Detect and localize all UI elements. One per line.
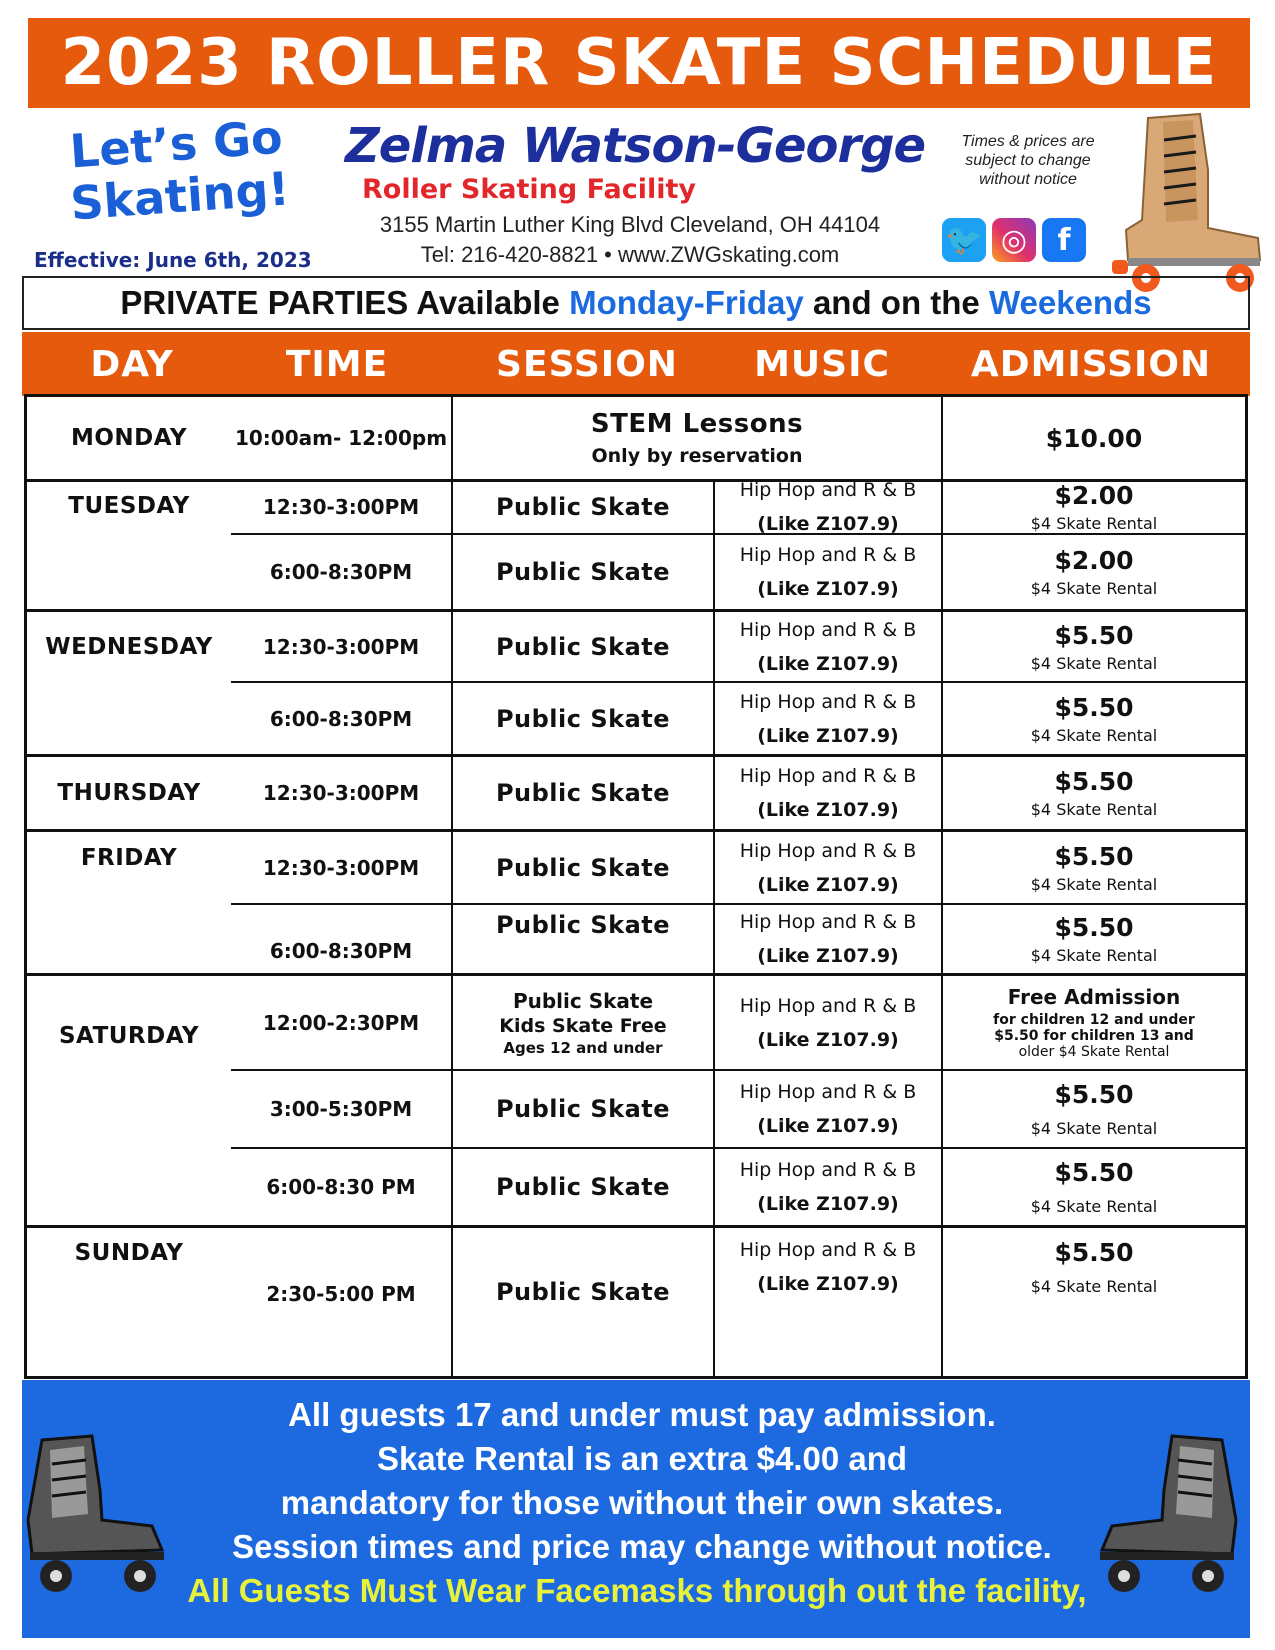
facility-subtitle: Roller Skating Facility bbox=[362, 174, 696, 205]
change-notice: Times & prices are subject to change without notice bbox=[961, 133, 1095, 188]
music-station: (Like Z107.9) bbox=[757, 652, 899, 675]
rental-note: $4 Skate Rental bbox=[1030, 579, 1158, 598]
music-station: (Like Z107.9) bbox=[757, 724, 899, 747]
music-station: (Like Z107.9) bbox=[757, 873, 899, 896]
column-header-admission: ADMISSION bbox=[970, 343, 1212, 385]
day-tuesday: TUESDAY bbox=[68, 493, 190, 519]
time-tuesday-2: 6:00-8:30PM bbox=[269, 560, 413, 584]
rental-note: $4 Skate Rental bbox=[1030, 1119, 1158, 1138]
day-wednesday: WEDNESDAY bbox=[45, 634, 213, 660]
table-header bbox=[22, 332, 1250, 396]
older-rental-note: older $4 Skate Rental bbox=[1018, 1044, 1170, 1060]
session-note: Only by reservation bbox=[591, 445, 803, 467]
music-friday-2 bbox=[715, 905, 941, 973]
roller-skate-right-icon bbox=[1092, 1430, 1242, 1600]
music-station: (Like Z107.9) bbox=[757, 1273, 899, 1295]
older-price-note: $5.50 for children 13 and bbox=[994, 1028, 1194, 1044]
rental-note: $4 Skate Rental bbox=[1030, 1197, 1158, 1216]
music-genre: Hip Hop and R & B bbox=[739, 618, 917, 641]
day-monday: MONDAY bbox=[70, 425, 188, 451]
time-wednesday-1: 12:30-3:00PM bbox=[262, 634, 420, 659]
footer-line-rental: Skate Rental is an extra $4.00 and bbox=[376, 1440, 908, 1477]
price: $5.50 bbox=[1054, 692, 1134, 722]
effective-date: Effective: June 6th, 2023 bbox=[34, 248, 312, 272]
music-station: (Like Z107.9) bbox=[757, 1193, 899, 1215]
session-saturday-3: Public Skate bbox=[495, 1173, 671, 1201]
footer-line-mandatory: mandatory for those without their own skates. bbox=[280, 1484, 1004, 1521]
admission-thursday-1 bbox=[943, 757, 1245, 829]
music-genre: Hip Hop and R & B bbox=[739, 479, 917, 501]
music-wednesday-2 bbox=[715, 683, 941, 754]
music-saturday-2 bbox=[715, 1071, 941, 1147]
music-genre: Hip Hop and R & B bbox=[739, 690, 917, 713]
admission-saturday-1 bbox=[943, 976, 1245, 1069]
music-station: (Like Z107.9) bbox=[757, 945, 899, 967]
time-friday-2: 6:00-8:30PM bbox=[269, 939, 413, 963]
session-tuesday-1: Public Skate bbox=[495, 493, 671, 521]
facility-name: Zelma Watson-George bbox=[345, 118, 926, 174]
session-thursday-1: Public Skate bbox=[495, 779, 671, 807]
free-admission: Free Admission bbox=[1007, 985, 1181, 1009]
music-genre: Hip Hop and R & B bbox=[739, 1239, 917, 1261]
session-wednesday-2: Public Skate bbox=[495, 704, 671, 733]
admission-sunday-1 bbox=[943, 1228, 1245, 1306]
time-wednesday-2: 6:00-8:30PM bbox=[269, 706, 413, 731]
music-saturday-1 bbox=[715, 976, 941, 1069]
admission-tuesday-1 bbox=[943, 481, 1245, 533]
footer-line-admission: All guests 17 and under must pay admission. bbox=[288, 1396, 996, 1433]
price: $5.50 bbox=[1054, 841, 1134, 871]
parties-middle: and on the bbox=[812, 284, 980, 321]
parties-highlight-weekends: Weekends bbox=[988, 284, 1152, 321]
music-genre: Hip Hop and R & B bbox=[739, 839, 917, 862]
admission-wednesday-2 bbox=[943, 683, 1245, 754]
column-header-music: MUSIC bbox=[754, 343, 890, 385]
session-wednesday-1: Public Skate bbox=[495, 632, 671, 661]
music-sunday-1 bbox=[715, 1228, 941, 1306]
session-title: Public Skate bbox=[512, 988, 654, 1013]
rental-note: $4 Skate Rental bbox=[1030, 800, 1158, 819]
music-friday-1 bbox=[715, 832, 941, 903]
price: $5.50 bbox=[1054, 620, 1134, 650]
instagram-icon[interactable]: ◎ bbox=[992, 218, 1036, 262]
title-banner bbox=[28, 18, 1250, 108]
price-monday: $10.00 bbox=[1045, 423, 1143, 453]
time-sunday-1: 2:30-5:00 PM bbox=[266, 1282, 416, 1306]
footer-notice bbox=[22, 1380, 1250, 1638]
admission-wednesday-1 bbox=[943, 612, 1245, 681]
music-station: (Like Z107.9) bbox=[757, 799, 899, 821]
price: $2.00 bbox=[1054, 481, 1134, 510]
time-saturday-1: 12:00-2:30PM bbox=[262, 1010, 420, 1035]
rental-note: $4 Skate Rental bbox=[1030, 1277, 1158, 1296]
facility-contact: Tel: 216-420-8821 • www.ZWGskating.com bbox=[420, 242, 840, 267]
time-friday-1: 12:30-3:00PM bbox=[262, 855, 420, 880]
rental-note: $4 Skate Rental bbox=[1030, 946, 1158, 965]
admission-friday-2 bbox=[943, 905, 1245, 973]
rental-note: $4 Skate Rental bbox=[1030, 725, 1158, 745]
column-header-day: DAY bbox=[90, 343, 174, 385]
music-saturday-3 bbox=[715, 1149, 941, 1225]
roller-skate-icon bbox=[1108, 110, 1268, 295]
music-station: (Like Z107.9) bbox=[757, 1028, 899, 1051]
session-friday-2: Public Skate bbox=[495, 911, 671, 939]
session-tuesday-2: Public Skate bbox=[495, 558, 671, 586]
music-genre: Hip Hop and R & B bbox=[739, 1159, 917, 1181]
parties-highlight-weekdays: Monday-Friday bbox=[569, 284, 804, 321]
facility-address: 3155 Martin Luther King Blvd Cleveland, OH 44104 bbox=[379, 212, 881, 237]
day-thursday: THURSDAY bbox=[57, 780, 201, 806]
music-genre: Hip Hop and R & B bbox=[739, 994, 917, 1017]
column-header-session: SESSION bbox=[496, 343, 678, 385]
private-parties-banner bbox=[22, 276, 1250, 330]
session-saturday-1 bbox=[453, 976, 713, 1069]
music-tuesday-1 bbox=[715, 481, 941, 533]
music-genre: Hip Hop and R & B bbox=[739, 1081, 917, 1103]
music-genre: Hip Hop and R & B bbox=[739, 765, 917, 787]
day-sunday: SUNDAY bbox=[74, 1240, 184, 1266]
roller-skate-left-icon bbox=[22, 1430, 172, 1600]
price: $5.50 bbox=[1054, 1158, 1134, 1187]
admission-saturday-2 bbox=[943, 1071, 1245, 1147]
footer-line-changes: Session times and price may change without notice. bbox=[232, 1528, 1052, 1565]
day-friday: FRIDAY bbox=[80, 845, 178, 871]
rental-note: $4 Skate Rental bbox=[1030, 514, 1158, 533]
lets-go-skating-tagline: Let’s Go Skating! bbox=[68, 109, 292, 231]
music-thursday-1 bbox=[715, 757, 941, 829]
time-tuesday-1: 12:30-3:00PM bbox=[262, 495, 420, 519]
twitter-icon[interactable]: 🐦 bbox=[942, 218, 986, 262]
session-title: STEM Lessons bbox=[590, 409, 804, 439]
page-title: 2023 ROLLER SKATE SCHEDULE bbox=[60, 26, 1218, 100]
admission-saturday-3 bbox=[943, 1149, 1245, 1225]
price: $5.50 bbox=[1054, 1080, 1134, 1109]
price: $2.00 bbox=[1054, 546, 1134, 575]
session-ages-note: Ages 12 and under bbox=[503, 1038, 663, 1057]
session-sunday-1: Public Skate bbox=[495, 1278, 671, 1306]
schedule-table bbox=[24, 394, 1248, 1379]
time-thursday-1: 12:30-3:00PM bbox=[262, 781, 420, 805]
time-monday: 10:00am- 12:00pm bbox=[234, 426, 448, 450]
time-saturday-3: 6:00-8:30 PM bbox=[266, 1175, 416, 1199]
music-station: (Like Z107.9) bbox=[757, 1115, 899, 1137]
rental-note: $4 Skate Rental bbox=[1030, 653, 1158, 673]
session-kids-free: Kids Skate Free bbox=[499, 1014, 667, 1037]
price: $5.50 bbox=[1054, 1238, 1134, 1267]
price: $5.50 bbox=[1054, 767, 1134, 796]
time-saturday-2: 3:00-5:30PM bbox=[269, 1097, 413, 1121]
music-genre: Hip Hop and R & B bbox=[739, 544, 917, 566]
music-genre: Hip Hop and R & B bbox=[739, 911, 917, 933]
facebook-icon[interactable]: f bbox=[1042, 218, 1086, 262]
day-saturday: SATURDAY bbox=[58, 1023, 199, 1049]
price: $5.50 bbox=[1054, 913, 1134, 942]
social-links bbox=[942, 218, 1086, 262]
rental-note: $4 Skate Rental bbox=[1030, 874, 1158, 894]
music-wednesday-1 bbox=[715, 612, 941, 681]
parties-prefix: PRIVATE PARTIES Available bbox=[120, 284, 560, 321]
music-station: (Like Z107.9) bbox=[757, 578, 899, 600]
admission-tuesday-2 bbox=[943, 535, 1245, 609]
footer-line-facemasks: All Guests Must Wear Facemasks through out the facility, bbox=[187, 1572, 1087, 1609]
column-header-time: TIME bbox=[285, 343, 389, 385]
music-tuesday-2 bbox=[715, 535, 941, 609]
session-saturday-2: Public Skate bbox=[495, 1095, 671, 1123]
free-admission-note: for children 12 and under bbox=[993, 1012, 1195, 1028]
music-station: (Like Z107.9) bbox=[757, 513, 899, 535]
session-stem bbox=[453, 397, 941, 479]
session-friday-1: Public Skate bbox=[495, 853, 671, 882]
admission-friday-1 bbox=[943, 832, 1245, 903]
